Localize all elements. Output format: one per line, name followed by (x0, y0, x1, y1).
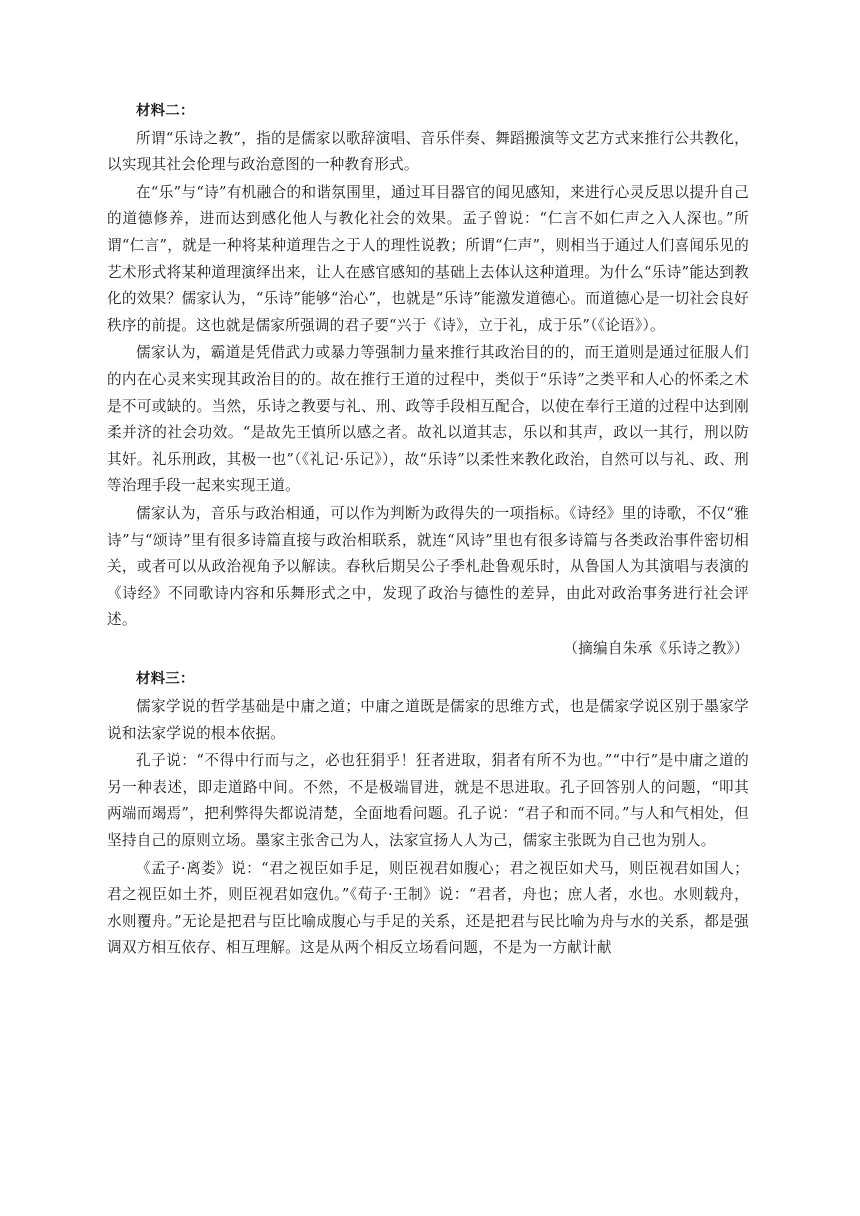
section3-paragraph-3: 《孟子·离娄》说：“君之视臣如手足，则臣视君如腹心；君之视臣如犬马，则臣视君如国人；君之视臣如土芥，则臣视君如寇仇。”《荀子·王制》说：“君者，舟也；庶人者，水也。水则载舟，水则覆舟。”无论是把君与臣比喻成腹心与手足的关系，还是把君与民比喻为舟与水的关系，都是强调双方相互依存、相互理解。这是从两个相反立场看问题，不是为一方献计献 (107, 859, 749, 957)
section2-heading: 材料二： (136, 103, 195, 119)
section2-source-citation: （摘编自朱承《乐诗之教》） (563, 639, 749, 657)
section2-paragraph-3: 儒家认为，霸道是凭借武力或暴力等强制力量来推行其政治目的的，而王道则是通过征服人们的内在心灵来实现其政治目的的。故在推行王道的过程中，类似于“乐诗”之类平和人心的怀柔之术是不可或缺的。当然，乐诗之教要与礼、刑、政等手段相互配合，以使在奉行王道的过程中达到刚柔并济的社会功效。“是故先王慎所以感之者。故礼以道其志，乐以和其声，政以一其行，刑以防其奸。礼乐刑政，其极一也”（《礼记·乐记》），故“乐诗”以柔性来教化政治，自然可以与礼、政、刑等治理手段一起来实现王道。 (107, 344, 749, 495)
section3-paragraph-2: 孔子说：“不得中行而与之，必也狂狷乎！狂者进取，狷者有所不为也。”“中行”是中庸之道的另一种表述，即走道路中间。不然，不是极端冒进，就是不思进取。孔子回答别人的问题，“叩其两端而竭焉”，把利弊得失都说清楚，全面地看问题。孔子说：“君子和而不同。”与人和气相处，但坚持自己的原则立场。墨家主张舍己为人，法家宣扬人人为己，儒家主张既为自己也为别人。 (107, 752, 749, 850)
section3-paragraph-1: 儒家学说的哲学基础是中庸之道；中庸之道既是儒家的思维方式，也是儒家学说区别于墨家学说和法家学说的根本依据。 (107, 698, 749, 742)
document-page (107, 98, 749, 962)
section2-paragraph-2: 在“乐”与“诗”有机融合的和谐氛围里，通过耳目器官的闻见感知，来进行心灵反思以提升自己的道德修养，进而达到感化他人与教化社会的效果。孟子曾说：“仁言不如仁声之入人深也。”所谓“仁言”，就是一种将某种道理告之于人的理性说教；所谓“仁声”，则相当于通过人们喜闻乐见的艺术形式将某种道理演绎出来，让人在感官感知的基础上去体认这种道理。为什么“乐诗”能达到教化的效果？儒家认为，“乐诗”能够“治心”，也就是“乐诗”能激发道德心。而道德心是一切社会良好秩序的前提。这也就是儒家所强调的君子要“兴于《诗》，立于礼，成于乐”（《论语》）。 (107, 183, 749, 334)
section2-paragraph-1: 所谓“乐诗之教”，指的是儒家以歌辞演唱、音乐伴奏、舞蹈搬演等文艺方式来推行公共教化，以实现其社会伦理与政治意图的一种教育形式。 (107, 129, 749, 174)
section2-paragraph-4: 儒家认为，音乐与政治相通，可以作为判断为政得失的一项指标。《诗经》里的诗歌，不仅“雅诗”与“颂诗”里有很多诗篇直接与政治相联系，就连“风诗”里也有很多诗篇与各类政治事件密切相关，或者可以从政治视角予以解读。春秋后期吴公子季札赴鲁观乐时，从鲁国人为其演唱与表演的《诗经》不同歌诗内容和乐舞形式之中，发现了政治与德性的差异，由此对政治事务进行社会评述。 (107, 504, 749, 629)
section3-heading: 材料三： (136, 671, 195, 688)
